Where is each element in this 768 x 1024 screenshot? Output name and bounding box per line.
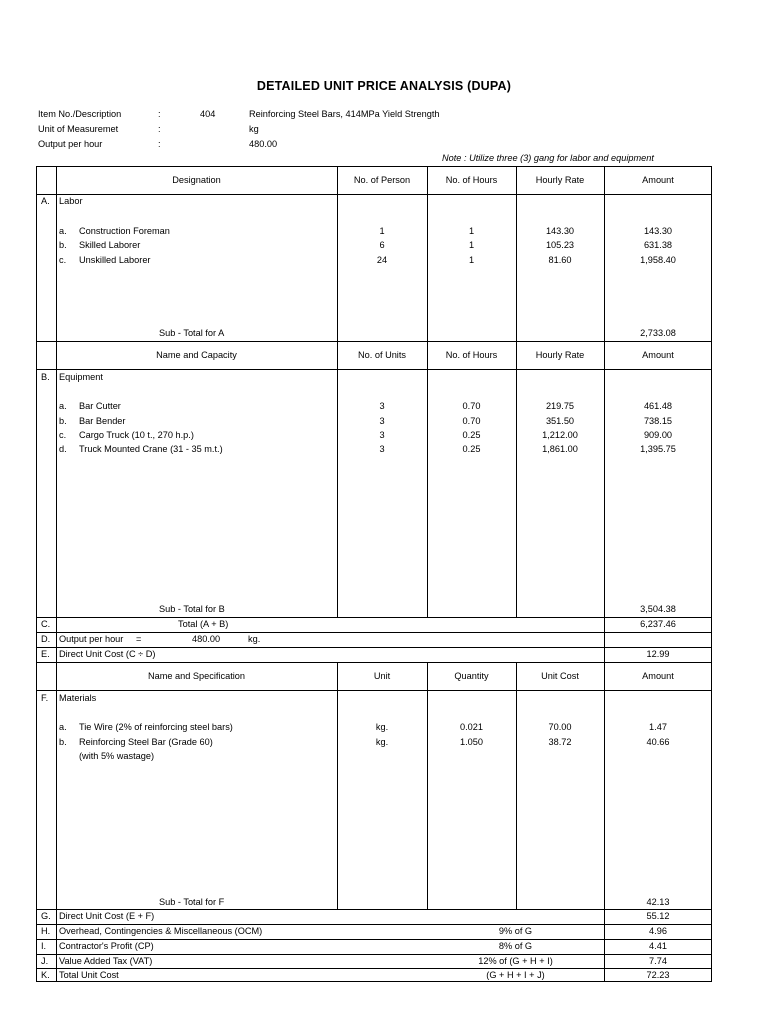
divider — [56, 166, 57, 982]
row-letter: E. — [41, 649, 50, 659]
note-text: Note : Utilize three (3) gang for labor and equipment — [442, 153, 654, 163]
divider — [337, 662, 338, 909]
row-hours: 0.25 — [462, 444, 481, 454]
row-rate: 143.30 — [545, 226, 575, 236]
row-amount: 1,395.75 — [640, 444, 676, 454]
row-cost: 70.00 — [548, 722, 572, 732]
col-header-amount: Amount — [642, 175, 674, 185]
summary-pct: 8% of G — [498, 941, 533, 951]
row-letter: b. — [59, 737, 67, 747]
col-header-unit: Unit — [373, 671, 391, 681]
item-description: Reinforcing Steel Bars, 414MPa Yield Strength — [249, 109, 440, 119]
col-header-persons: No. of Person — [353, 175, 411, 185]
summary-value: 4.41 — [649, 941, 667, 951]
subtotal-value: 2,733.08 — [640, 328, 676, 338]
summary-value: 4.96 — [649, 926, 667, 936]
section-title: Equipment — [59, 372, 103, 382]
summary-value: 7.74 — [649, 956, 667, 966]
row-unit: kg. — [375, 722, 389, 732]
total-ab-value: 6,237.46 — [640, 619, 676, 629]
unit-value: kg — [249, 124, 259, 134]
total-ab-label: Total (A + B) — [178, 619, 229, 629]
summary-label: Total Unit Cost — [59, 970, 119, 980]
unit-colon: : — [158, 124, 161, 134]
output-row-label: Output per hour — [59, 634, 124, 644]
summary-value: 72.23 — [646, 970, 670, 980]
divider — [36, 690, 712, 691]
row-hours: 0.25 — [462, 430, 481, 440]
row-rate: 351.50 — [545, 416, 575, 426]
section-title: Labor — [59, 196, 83, 206]
row-letter: a. — [59, 401, 67, 411]
subtotal-value: 3,504.38 — [640, 604, 676, 614]
row-qty: 3 — [379, 444, 385, 454]
output-value: 480.00 — [249, 139, 278, 149]
summary-pct: (G + H + I + J) — [486, 970, 545, 980]
col-header-amount: Amount — [642, 350, 674, 360]
row-letter: I. — [41, 941, 47, 951]
row-letter: b. — [59, 416, 67, 426]
divider — [36, 939, 712, 940]
summary-pct: 12% of (G + H + I) — [478, 956, 553, 966]
row-hours: 1 — [468, 226, 475, 236]
row-amount: 909.00 — [643, 430, 673, 440]
output-row-value: 480.00 — [192, 634, 221, 644]
col-header-hours: No. of Hours — [445, 350, 498, 360]
col-header-quantity: Quantity — [454, 671, 489, 681]
row-amount: 1.47 — [649, 722, 667, 732]
row-name: Bar Bender — [79, 416, 126, 426]
row-amount: 143.30 — [643, 226, 673, 236]
divider — [604, 166, 605, 982]
output-colon: : — [158, 139, 161, 149]
divider — [427, 662, 428, 909]
row-name: Truck Mounted Crane (31 - 35 m.t.) — [79, 444, 223, 454]
summary-label: Contractor's Profit (CP) — [59, 941, 154, 951]
summary-value: 55.12 — [646, 911, 670, 921]
subtotal-value: 42.13 — [646, 897, 670, 907]
divider — [36, 617, 712, 618]
row-qty: 3 — [379, 401, 385, 411]
section-letter: A. — [41, 196, 50, 206]
row-qty: 1 — [379, 226, 385, 236]
divider — [36, 954, 712, 955]
item-colon: : — [158, 109, 161, 119]
row-hours: 0.70 — [462, 401, 481, 411]
row-rate: 1,212.00 — [542, 430, 578, 440]
row-name: Construction Foreman — [79, 226, 170, 236]
output-row-unit: kg. — [248, 634, 261, 644]
summary-label: Value Added Tax (VAT) — [59, 956, 153, 966]
col-header-name-capacity: Name and Capacity — [156, 350, 237, 360]
row-rate: 219.75 — [545, 401, 575, 411]
row-letter: c. — [59, 430, 67, 440]
divider — [36, 968, 712, 969]
row-name: Reinforcing Steel Bar (Grade 60) — [79, 737, 213, 747]
row-amount: 461.48 — [643, 401, 673, 411]
row-rate: 1,861.00 — [542, 444, 578, 454]
dupa-table — [36, 166, 712, 982]
divider — [36, 369, 712, 370]
row-rate: 105.23 — [545, 240, 575, 250]
row-hours: 1 — [468, 255, 475, 265]
divider — [516, 662, 517, 909]
row-letter: G. — [41, 911, 51, 921]
divider — [36, 662, 712, 663]
col-header-unit-cost: Unit Cost — [541, 671, 579, 681]
row-letter: K. — [41, 970, 50, 980]
col-header-units: No. of Units — [358, 350, 406, 360]
row-qty: 0.021 — [460, 722, 483, 732]
unit-label: Unit of Measuremet — [38, 124, 119, 134]
row-qty: 3 — [379, 430, 385, 440]
row-name: Unskilled Laborer — [79, 255, 151, 265]
summary-label: Direct Unit Cost (E + F) — [59, 911, 155, 921]
row-qty: 24 — [376, 255, 388, 265]
materials-extra-line: (with 5% wastage) — [79, 751, 155, 761]
row-letter: c. — [59, 255, 67, 265]
row-letter: d. — [59, 444, 67, 454]
row-letter: H. — [41, 926, 51, 936]
section-letter: B. — [41, 372, 50, 382]
section-title: Materials — [59, 693, 97, 703]
col-header-name-spec: Name and Specification — [147, 671, 246, 681]
row-name: Bar Cutter — [79, 401, 121, 411]
col-header-rate: Hourly Rate — [535, 175, 585, 185]
row-cost: 38.72 — [548, 737, 572, 747]
output-row-eq: = — [136, 634, 142, 644]
col-header-designation: Designation — [172, 175, 221, 185]
row-letter: J. — [41, 956, 49, 966]
row-amount: 40.66 — [646, 737, 670, 747]
item-label: Item No./Description — [38, 109, 122, 119]
row-amount: 631.38 — [643, 240, 673, 250]
col-header-hours: No. of Hours — [445, 175, 498, 185]
output-label: Output per hour — [38, 139, 103, 149]
section-letter: F. — [41, 693, 49, 703]
row-letter: a. — [59, 722, 67, 732]
summary-pct: 9% of G — [498, 926, 533, 936]
page-title: DETAILED UNIT PRICE ANALYSIS (DUPA) — [256, 79, 512, 93]
divider — [36, 924, 712, 925]
row-name: Skilled Laborer — [79, 240, 141, 250]
summary-label: Overhead, Contingencies & Miscellaneous (OCM) — [59, 926, 263, 936]
row-letter: b. — [59, 240, 67, 250]
col-header-rate: Hourly Rate — [535, 350, 585, 360]
direct-cost-cd-value: 12.99 — [646, 649, 670, 659]
row-qty: 1.050 — [460, 737, 483, 747]
row-amount: 738.15 — [643, 416, 673, 426]
subtotal-label: Sub - Total for A — [159, 328, 225, 338]
row-letter: C. — [41, 619, 51, 629]
item-number: 404 — [200, 109, 216, 119]
row-hours: 1 — [468, 240, 475, 250]
divider — [36, 341, 712, 342]
row-amount: 1,958.40 — [640, 255, 676, 265]
row-name: Tie Wire (2% of reinforcing steel bars) — [79, 722, 233, 732]
row-letter: a. — [59, 226, 67, 236]
row-hours: 0.70 — [462, 416, 481, 426]
divider — [36, 909, 712, 910]
row-rate: 81.60 — [548, 255, 572, 265]
divider — [36, 647, 712, 648]
subtotal-label: Sub - Total for B — [159, 604, 225, 614]
direct-cost-cd-label: Direct Unit Cost (C ÷ D) — [59, 649, 156, 659]
row-letter: D. — [41, 634, 51, 644]
divider — [36, 194, 712, 195]
row-unit: kg. — [375, 737, 389, 747]
row-name: Cargo Truck (10 t., 270 h.p.) — [79, 430, 194, 440]
subtotal-label: Sub - Total for F — [159, 897, 225, 907]
col-header-amount: Amount — [642, 671, 674, 681]
row-qty: 6 — [379, 240, 385, 250]
row-qty: 3 — [379, 416, 385, 426]
divider — [36, 632, 712, 633]
